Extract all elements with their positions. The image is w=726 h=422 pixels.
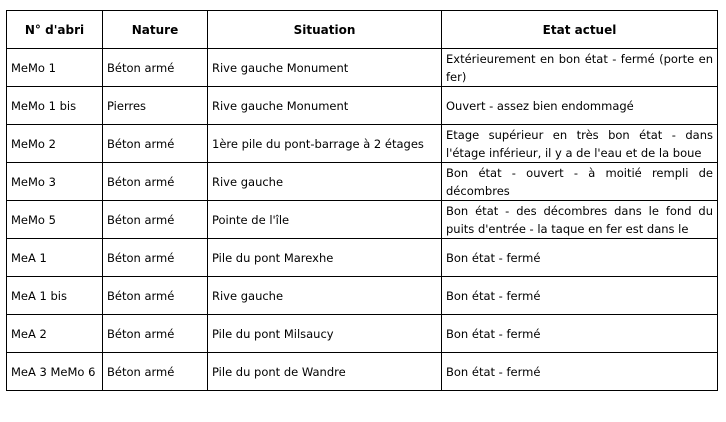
cell-abri: MeMo 2 bbox=[7, 125, 103, 163]
cell-etat-text: Bon état - fermé bbox=[446, 326, 541, 341]
cell-abri: MeA 3 MeMo 6 bbox=[7, 353, 103, 391]
cell-etat-text: Etage supérieur en très bon état - dans l'étage inférieur, il y a de l'eau et de la boue bbox=[446, 127, 713, 160]
cell-nature: Béton armé bbox=[103, 163, 208, 201]
cell-etat-text: Bon état - fermé bbox=[446, 364, 541, 379]
cell-etat bbox=[442, 277, 718, 315]
cell-nature: Béton armé bbox=[103, 49, 208, 87]
cell-nature: Béton armé bbox=[103, 315, 208, 353]
table-row bbox=[7, 353, 718, 391]
header-row bbox=[7, 11, 718, 49]
cell-etat bbox=[442, 49, 718, 87]
header-nature: Nature bbox=[103, 11, 208, 49]
cell-etat bbox=[442, 87, 718, 125]
cell-abri: MeMo 1 bbox=[7, 49, 103, 87]
table-row bbox=[7, 163, 718, 201]
cell-abri: MeMo 5 bbox=[7, 201, 103, 239]
cell-situation: 1ère pile du pont-barrage à 2 étages bbox=[208, 125, 442, 163]
cell-situation: Pile du pont Milsaucy bbox=[208, 315, 442, 353]
cell-situation: Rive gauche Monument bbox=[208, 49, 442, 87]
table-row bbox=[7, 201, 718, 239]
table-row bbox=[7, 87, 718, 125]
cell-nature: Béton armé bbox=[103, 201, 208, 239]
cell-etat bbox=[442, 201, 718, 239]
cell-etat bbox=[442, 353, 718, 391]
cell-etat-text: Ouvert - assez bien endommagé bbox=[446, 98, 634, 113]
cell-nature: Béton armé bbox=[103, 277, 208, 315]
cell-abri: MeA 2 bbox=[7, 315, 103, 353]
cell-etat-text: Bon état - fermé bbox=[446, 288, 541, 303]
table-row bbox=[7, 125, 718, 163]
table-row bbox=[7, 277, 718, 315]
cell-etat-text: Bon état - des décombres dans le fond du puits d'entrée - la taque en fer est dans le bbox=[446, 203, 713, 236]
cell-nature: Pierres bbox=[103, 87, 208, 125]
cell-etat-text: Bon état - fermé bbox=[446, 250, 541, 265]
header-etat: Etat actuel bbox=[442, 11, 718, 49]
cell-etat-text: Extérieurement en bon état - fermé (porte en fer) bbox=[446, 51, 713, 84]
header-abri: N° d'abri bbox=[7, 11, 103, 49]
cell-situation: Pile du pont Marexhe bbox=[208, 239, 442, 277]
cell-nature: Béton armé bbox=[103, 353, 208, 391]
cell-abri: MeMo 3 bbox=[7, 163, 103, 201]
table-row bbox=[7, 49, 718, 87]
cell-etat bbox=[442, 125, 718, 163]
cell-abri: MeMo 1 bis bbox=[7, 87, 103, 125]
cell-etat-text: Bon état - ouvert - à moitié rempli de décombres bbox=[446, 165, 713, 198]
cell-etat bbox=[442, 163, 718, 201]
cell-situation: Rive gauche bbox=[208, 277, 442, 315]
cell-nature: Béton armé bbox=[103, 125, 208, 163]
cell-situation: Pointe de l'île bbox=[208, 201, 442, 239]
cell-situation: Rive gauche Monument bbox=[208, 87, 442, 125]
cell-nature: Béton armé bbox=[103, 239, 208, 277]
shelters-table bbox=[6, 10, 718, 391]
cell-abri: MeA 1 bbox=[7, 239, 103, 277]
cell-abri: MeA 1 bis bbox=[7, 277, 103, 315]
table-row bbox=[7, 239, 718, 277]
cell-situation: Rive gauche bbox=[208, 163, 442, 201]
cell-etat bbox=[442, 239, 718, 277]
header-situation: Situation bbox=[208, 11, 442, 49]
cell-situation: Pile du pont de Wandre bbox=[208, 353, 442, 391]
cell-etat bbox=[442, 315, 718, 353]
table-row bbox=[7, 315, 718, 353]
